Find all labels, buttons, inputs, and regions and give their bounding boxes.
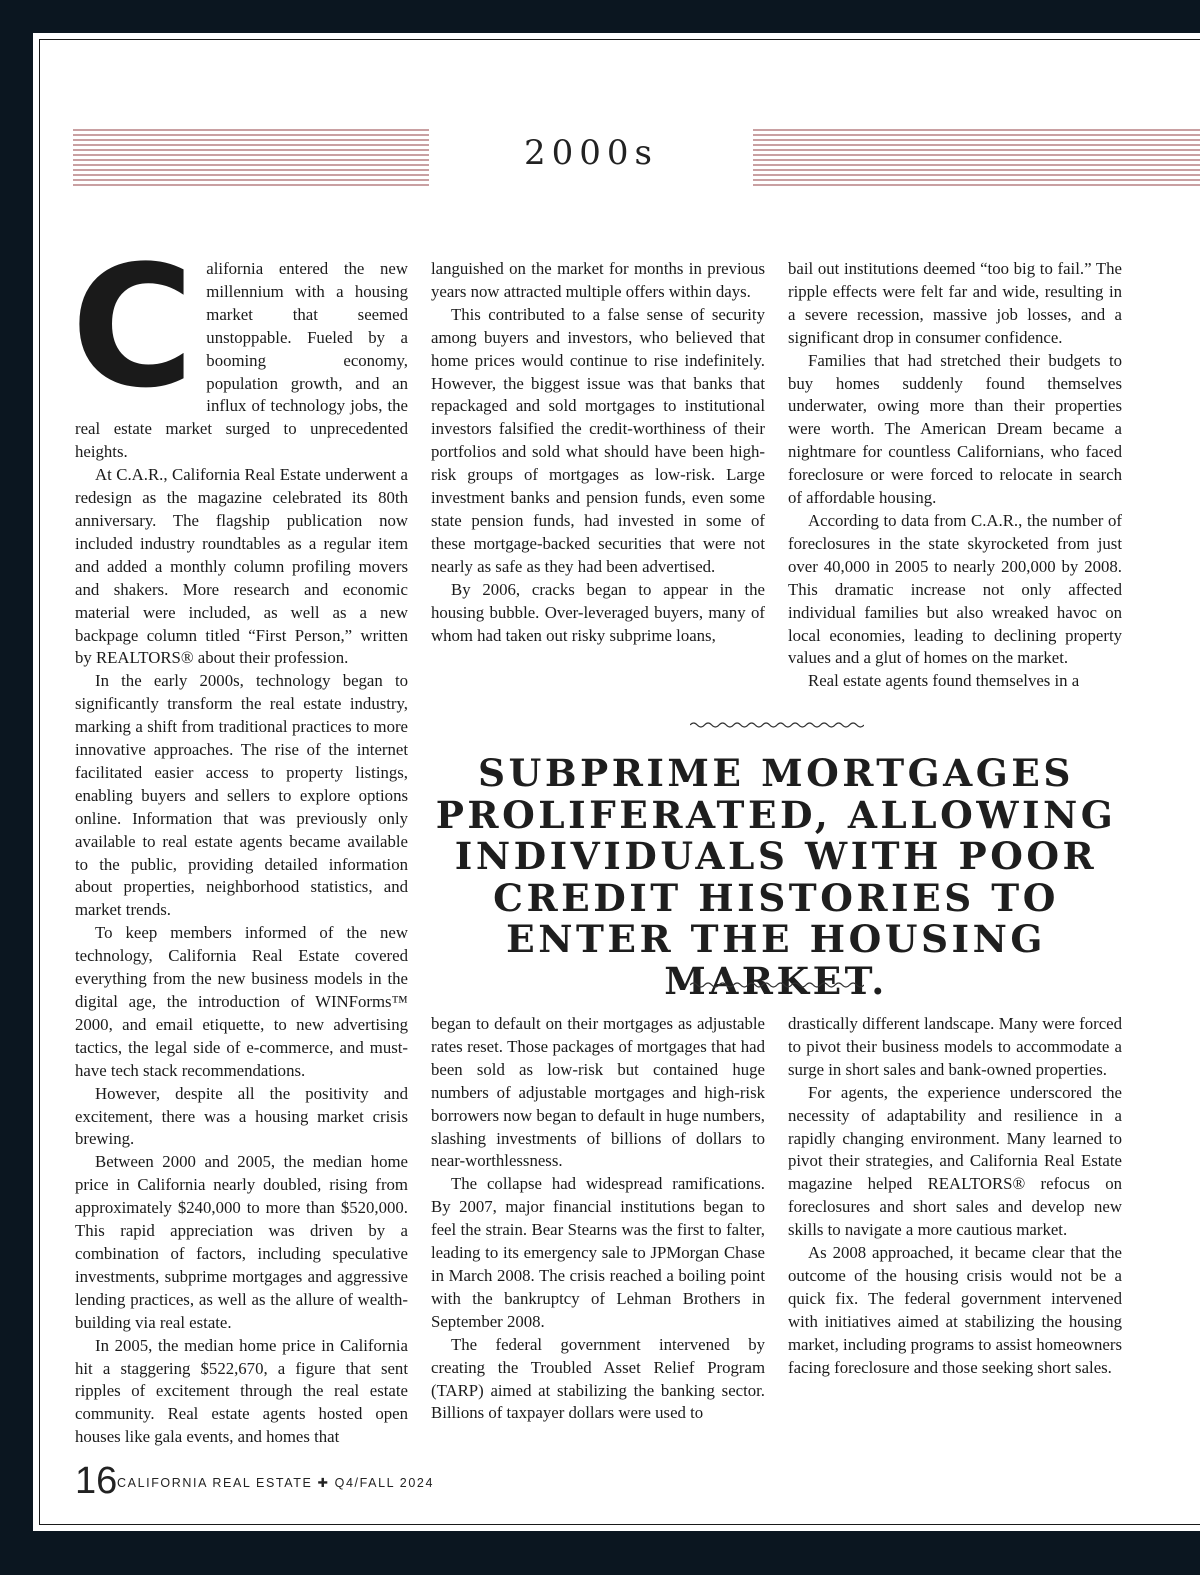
paragraph: According to data from C.A.R., the number of foreclosures in the state skyrocketed from just over 40,000 in 2005 to nearly 200,000 by 2008. This dramatic increase not only affected individual families but also wreaked havoc on local economies, leading to declining property values and a glut of homes on the market. <box>788 510 1122 668</box>
header-stripes-left <box>73 129 429 189</box>
paragraph: As 2008 approached, it became clear that the outcome of the housing crisis would not be a quick fix. The federal government intervened with initiatives aimed at stabilizing the housing market, including programs to assist homeowners facing foreclosure and those seeking short sales. <box>788 1243 1122 1377</box>
paragraph: Real estate agents found themselves in a <box>808 671 1080 691</box>
paragraph: This contributed to a false sense of security among buyers and investors, who believed that home prices would continue to rise indefinitely. However, the biggest issue was that banks that repackaged and sold mortgages to institutional investors falsified the credit-worthiness of their portfolios and sold what should have been high-risk groups of mortgages as low-risk. Large investment banks and pension funds, even some state pension funds, had invested in some of these mortgage-backed securities that were not nearly as safe as they had been advertised. <box>431 304 765 576</box>
article-column-3-top <box>788 258 1122 693</box>
paragraph: By 2006, cracks began to appear in the housing bubble. Over-leveraged buyers, many of whom had taken out risky subprime loans, <box>431 579 765 645</box>
paragraph: alifornia entered the new millennium with a housing market that seemed unstoppable. Fueled by a booming economy, population growth, and an influx of technology jobs, the real estate market surged to unprecedented heights. <box>75 259 408 462</box>
paragraph: Between 2000 and 2005, the median home price in California nearly doubled, rising from approximately $240,000 to more than $520,000. This rapid appreciation was driven by a combination of factors, including speculative investments, subprime mortgages and aggressive lending practices, as well as the allure of wealth-building via real estate. <box>75 1152 408 1332</box>
section-title: 2000s <box>524 133 658 173</box>
section-header <box>73 129 1200 189</box>
paragraph: drastically different landscape. Many were forced to pivot their business models to accommodate a surge in short sales and bank-owned properties. <box>788 1014 1122 1079</box>
drop-cap: C <box>71 229 195 425</box>
paragraph: began to default on their mortgages as adjustable rates reset. Those packages of mortgages that had been sold as low-risk but contained huge numbers of adjustable mortgages and high-risk borrowers now began to default in huge numbers, slashing investments of billions of dollars to near-worthlessness. <box>431 1014 765 1171</box>
paragraph: To keep members informed of the new technology, California Real Estate covered everything from the new business models in the digital age, the introduction of WINForms™ 2000, and email etiquette, to new advertising tactics, the legal side of e-commerce, and must-have tech stack recommendations. <box>75 923 408 1080</box>
paragraph: bail out institutions deemed “too big to fail.” The ripple effects were felt far and wide, resulting in a severe recession, massive job losses, and a significant drop in consumer confidence. <box>788 259 1122 347</box>
article-column-2-top <box>431 258 765 647</box>
paragraph: The collapse had widespread ramifications. By 2007, major financial institutions began to feel the strain. Bear Stearns was the first to falter, leading to its emergency sale to JPMorgan Chase in March 2008. The crisis reached a boiling point with the bankruptcy of Lehman Brothers in September 2008. <box>431 1174 765 1331</box>
article-column-2-bottom <box>431 1013 765 1425</box>
magazine-page <box>33 33 1200 1531</box>
paragraph: languished on the market for months in previous years now attracted multiple offers within days. <box>431 259 765 301</box>
page-number: 16 <box>75 1460 118 1502</box>
paragraph: At C.A.R., California Real Estate underwent a redesign as the magazine celebrated its 80th anniversary. The flagship publication now included industry roundtables as a regular item and added a monthly column profiling movers and shakers. More research and economic material were included, as well as a new backpage column titled “First Person,” written by REALTORS® about their profession. <box>75 465 408 668</box>
paragraph: Families that had stretched their budgets to buy homes suddenly found themselves underwater, owing more than their properties were worth. The American Dream became a nightmare for countless Californians, who faced foreclosure or were forced to relocate in search of affordable housing. <box>788 350 1122 508</box>
pull-quote: SUBPRIME MORTGAGES PROLIFERATED, ALLOWING INDIVIDUALS WITH POOR CREDIT HISTORIES TO ENTER THE HOUSING MARKET. <box>435 751 1117 1003</box>
article-column-3-bottom <box>788 1013 1122 1380</box>
paragraph: The federal government intervened by creating the Troubled Asset Relief Program (TARP) aimed at stabilizing the banking sector. Billions of taxpayer dollars were used to <box>431 1334 765 1423</box>
publication-label: CALIFORNIA REAL ESTATE ✚ Q4/FALL 2024 <box>117 1476 434 1490</box>
paragraph: In the early 2000s, technology began to significantly transform the real estate industry, marking a shift from traditional practices to more innovative approaches. The rise of the internet facilitated easier access to property listings, enabling buyers and sellers to explore options online. Information that was previously only available to real estate agents became available to the public, providing detailed information about properties, neighborhood statistics, and market trends. <box>75 671 408 920</box>
article-column-1 <box>71 229 408 1449</box>
paragraph: In 2005, the median home price in California hit a staggering $522,670, a figure that sent ripples of excitement through the real estate community. Real estate agents hosted open houses like gala events, and homes that <box>75 1335 408 1447</box>
squiggle-divider-bottom <box>690 981 864 989</box>
squiggle-divider-top <box>690 721 864 729</box>
header-stripes-right <box>753 129 1200 189</box>
paragraph: For agents, the experience underscored the necessity of adaptability and resilience in a rapidly changing environment. Many learned to pivot their strategies, and California Real Estate magazine helped REALTORS® refocus on foreclosures and short sales and develop new skills to navigate a more cautious market. <box>788 1082 1122 1240</box>
paragraph: However, despite all the positivity and excitement, there was a housing market crisis brewing. <box>75 1083 408 1149</box>
